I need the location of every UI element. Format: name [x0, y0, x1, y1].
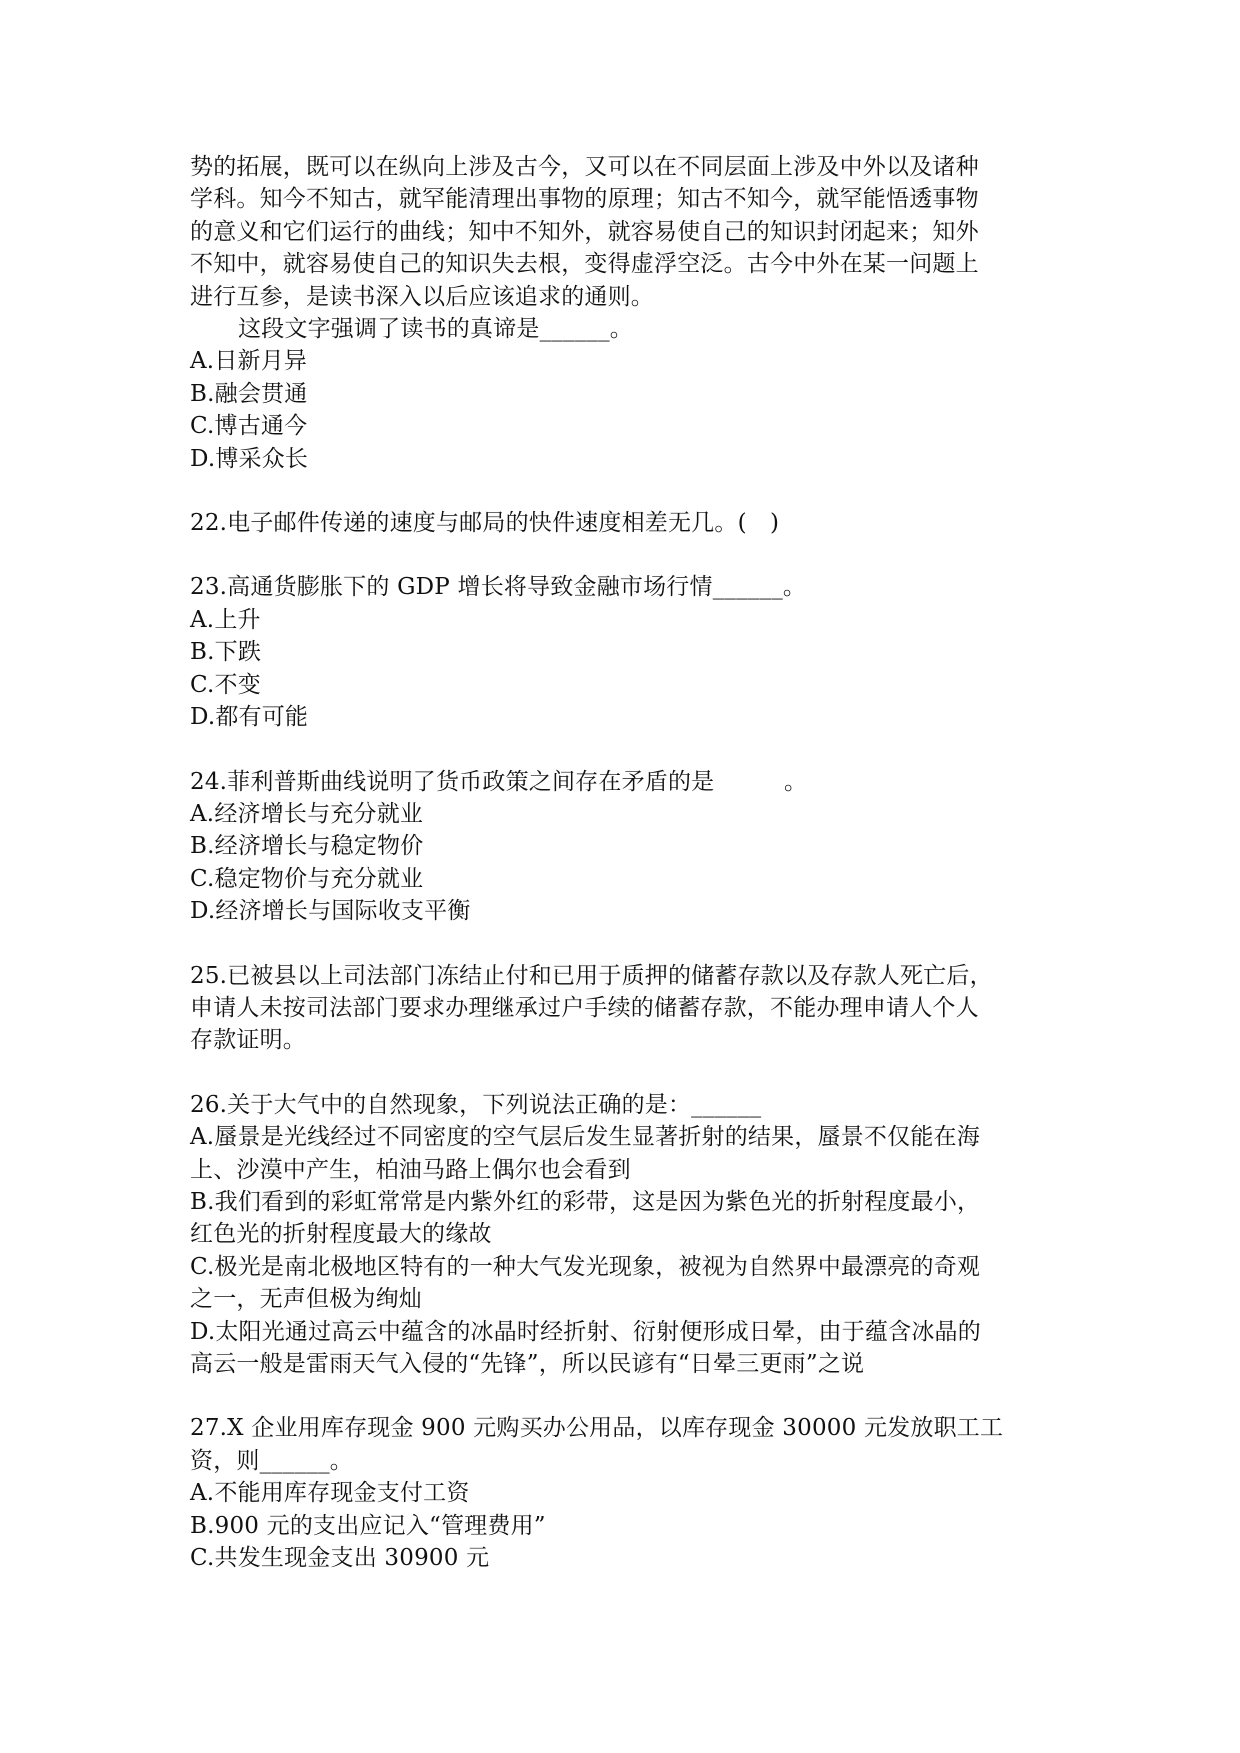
option-d: D.都有可能 — [190, 704, 309, 731]
passage-line: 的意义和它们运行的曲线；知中不知外，就容易使自己的知识封闭起来；知外 — [190, 218, 979, 245]
question-text: 24.菲利普斯曲线说明了货币政策之间存在矛盾的是 。 — [190, 768, 808, 795]
question-text-line: 27.X 企业用库存现金 900 元购买办公用品，以库存现金 30000 元发放职工工 — [190, 1415, 1004, 1442]
passage-line: 进行互参，是读书深入以后应该追求的通则。 — [190, 283, 654, 310]
option-d-line: 高云一般是雷雨天气入侵的“先锋”，所以民谚有“日晕三更雨”之说 — [190, 1351, 865, 1377]
question-text: 23.高通货膨胀下的 GDP 增长将导致金融市场行情______。 — [190, 574, 807, 601]
spacer — [190, 1380, 1050, 1412]
question-text-line: 存款证明。 — [190, 1027, 306, 1054]
question-25 — [190, 960, 1050, 1057]
option-b: B.经济增长与稳定物价 — [190, 833, 424, 860]
question-text: 26.关于大气中的自然现象，下列说法正确的是：______ — [190, 1091, 762, 1118]
spacer — [190, 539, 1050, 571]
option-c: C.不变 — [190, 671, 261, 698]
spacer — [190, 734, 1050, 766]
option-a-line: A.蜃景是光线经过不同密度的空气层后发生显著折射的结果，蜃景不仅能在海 — [190, 1124, 980, 1151]
option-b-line: 红色光的折射程度最大的缘故 — [190, 1221, 492, 1248]
question-26 — [190, 1089, 1050, 1381]
option-b: B.900 元的支出应记入“管理费用” — [190, 1512, 546, 1539]
question-24 — [190, 766, 1050, 928]
question-text-line: 资，则______。 — [190, 1447, 353, 1474]
option-a: A.经济增长与充分就业 — [190, 800, 424, 827]
document-page — [190, 151, 1050, 1574]
option-c: C.博古通今 — [190, 413, 308, 440]
option-c: C.稳定物价与充分就业 — [190, 865, 424, 892]
spacer — [190, 1057, 1050, 1089]
passage-line: 学科。知今不知古，就罕能清理出事物的原理；知古不知今，就罕能悟透事物 — [190, 186, 979, 213]
option-a-line: 上、沙漠中产生，柏油马路上偶尔也会看到 — [190, 1156, 631, 1183]
question-text: 22.电子邮件传递的速度与邮局的快件速度相差无几。( ) — [190, 510, 780, 537]
option-a: A.不能用库存现金支付工资 — [190, 1480, 470, 1507]
option-c: C.共发生现金支出 30900 元 — [190, 1545, 490, 1572]
question-23 — [190, 571, 1050, 733]
question-prompt: 这段文字强调了读书的真谛是______。 — [238, 316, 633, 343]
option-c-line: C.极光是南北极地区特有的一种大气发光现象，被视为自然界中最漂亮的奇观 — [190, 1253, 981, 1280]
option-a: A.上升 — [190, 606, 261, 633]
question-22 — [190, 507, 1050, 539]
spacer — [190, 475, 1050, 507]
passage-line: 不知中，就容易使自己的知识失去根，变得虚浮空泛。古今中外在某一问题上 — [190, 251, 979, 278]
option-b-line: B.我们看到的彩虹常常是内紫外红的彩带，这是因为紫色光的折射程度最小， — [190, 1188, 981, 1215]
passage-line: 势的拓展，既可以在纵向上涉及古今，又可以在不同层面上涉及中外以及诸种 — [190, 154, 979, 180]
question-27 — [190, 1412, 1050, 1574]
passage-block — [190, 151, 1050, 475]
option-d: D.博采众长 — [190, 445, 309, 472]
question-text-line: 25.已被县以上司法部门冻结止付和已用于质押的储蓄存款以及存款人死亡后， — [190, 962, 993, 989]
option-d-line: D.太阳光通过高云中蕴含的冰晶时经折射、衍射便形成日晕，由于蕴含冰晶的 — [190, 1318, 981, 1345]
question-text-line: 申请人未按司法部门要求办理继承过户手续的储蓄存款，不能办理申请人个人 — [190, 994, 979, 1021]
option-d: D.经济增长与国际收支平衡 — [190, 898, 471, 925]
option-b: B.下跌 — [190, 639, 262, 666]
option-a: A.日新月异 — [190, 348, 308, 375]
spacer — [190, 928, 1050, 960]
option-c-line: 之一，无声但极为绚灿 — [190, 1286, 422, 1313]
option-b: B.融会贯通 — [190, 380, 308, 407]
